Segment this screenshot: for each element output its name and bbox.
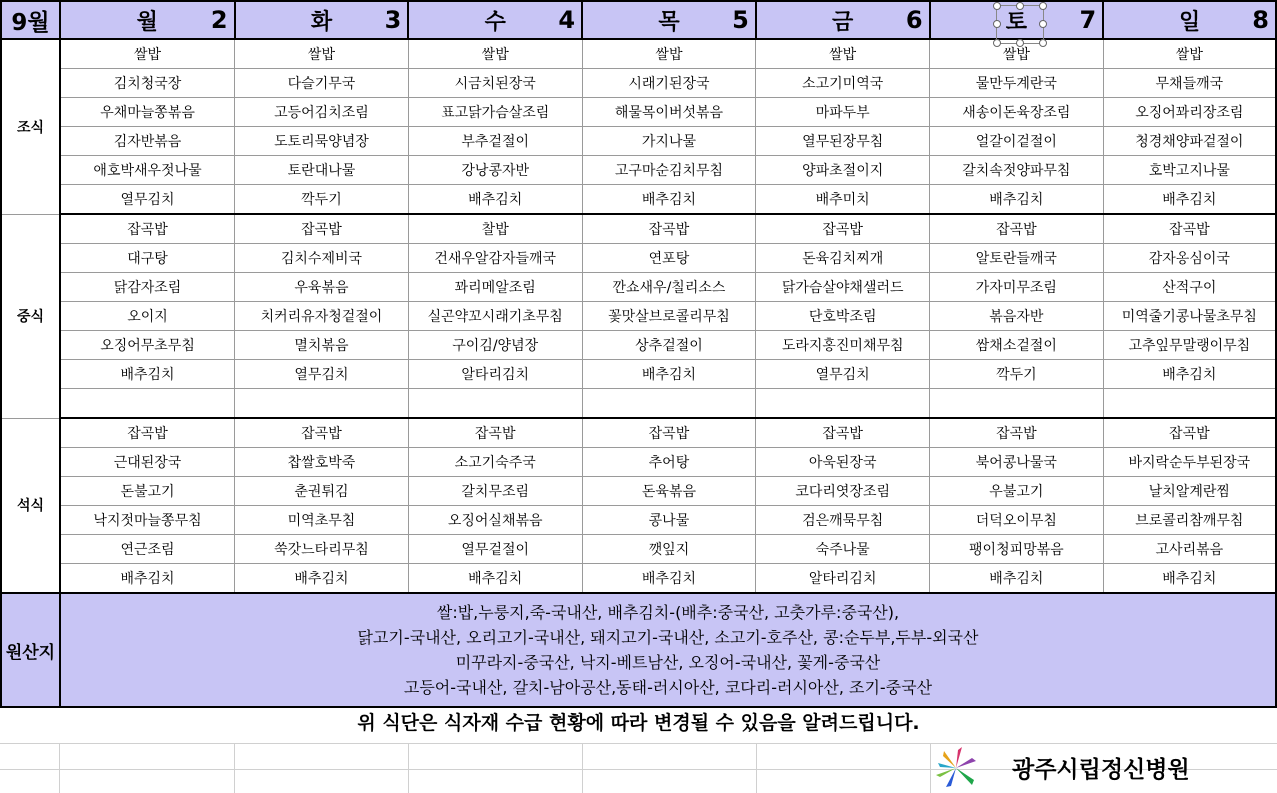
menu-row [1, 535, 1276, 564]
day-header [235, 1, 409, 39]
menu-cell[interactable]: 고추잎무말랭이무침 [1103, 331, 1276, 360]
month-label: 9월 [1, 1, 60, 39]
meal-label: 중식 [1, 214, 60, 418]
menu-cell[interactable] [582, 389, 756, 419]
menu-row [1, 331, 1276, 360]
menu-cell[interactable]: 새송이돈육장조림 [930, 98, 1104, 127]
menu-cell[interactable]: 깻잎지 [582, 535, 756, 564]
origin-line: 쌀:밥,누룽지,죽-국내산, 배추김치-(배추:중국산, 고춧가루:중국산), [436, 603, 900, 622]
menu-cell[interactable]: 대구탕 [60, 244, 235, 273]
menu-cell[interactable]: 마파두부 [756, 98, 930, 127]
menu-cell[interactable]: 코다리엿장조림 [756, 477, 930, 506]
menu-cell[interactable]: 돈육볶음 [582, 477, 756, 506]
menu-cell[interactable]: 배추김치 [1103, 360, 1276, 389]
notice-text: 위 식단은 식자재 수급 현황에 따라 변경될 수 있음을 알려드립니다. [357, 712, 920, 734]
menu-cell[interactable]: 연근조림 [60, 535, 235, 564]
menu-cell[interactable]: 팽이청피망볶음 [930, 535, 1104, 564]
day-header [1103, 1, 1276, 39]
menu-cell[interactable]: 멸치볶음 [235, 331, 409, 360]
menu-cell[interactable]: 열무김치 [60, 185, 235, 215]
menu-cell[interactable]: 열무된장무침 [756, 127, 930, 156]
menu-row [1, 389, 1276, 419]
menu-cell[interactable]: 열무김치 [756, 360, 930, 389]
day-header [582, 1, 756, 39]
menu-cell[interactable]: 김치수제비국 [235, 244, 409, 273]
menu-cell[interactable]: 알토란들깨국 [930, 244, 1104, 273]
menu-cell[interactable]: 무채들깨국 [1103, 69, 1276, 98]
day-header [756, 1, 930, 39]
origin-line: 고등어-국내산, 갈치-남아공산,동태-러시아산, 코다리-러시아산, 조기-중국산 [403, 678, 933, 697]
day-number: 7 [1079, 6, 1097, 34]
menu-cell[interactable]: 상추겉절이 [582, 331, 756, 360]
menu-cell[interactable]: 콩나물 [582, 506, 756, 535]
menu-cell[interactable]: 배추김치 [60, 564, 235, 594]
menu-cell[interactable]: 물만두계란국 [930, 69, 1104, 98]
menu-cell[interactable]: 찰밥 [408, 214, 582, 244]
menu-cell[interactable]: 깐쇼새우/칠리소스 [582, 273, 756, 302]
menu-cell[interactable]: 쌀밥 [582, 39, 756, 69]
menu-cell[interactable]: 갈치속젓양파무침 [930, 156, 1104, 185]
menu-cell[interactable]: 고사리볶음 [1103, 535, 1276, 564]
menu-cell[interactable]: 쌀밥 [235, 39, 409, 69]
menu-row [1, 214, 1276, 244]
day-name: 목 [658, 9, 680, 35]
menu-cell[interactable]: 쌀밥 [930, 39, 1104, 69]
menu-row [1, 477, 1276, 506]
menu-cell[interactable]: 강낭콩자반 [408, 156, 582, 185]
menu-row [1, 156, 1276, 185]
menu-cell[interactable] [60, 389, 235, 419]
menu-cell[interactable]: 잡곡밥 [930, 214, 1104, 244]
origin-row [1, 593, 1276, 707]
day-name: 화 [310, 9, 333, 35]
menu-row [1, 564, 1276, 594]
menu-cell[interactable]: 애호박새우젓나물 [60, 156, 235, 185]
menu-row [1, 448, 1276, 477]
menu-cell[interactable]: 잡곡밥 [582, 418, 756, 448]
day-header [60, 1, 235, 39]
menu-cell[interactable]: 김치청국장 [60, 69, 235, 98]
menu-cell[interactable]: 우불고기 [930, 477, 1104, 506]
menu-cell[interactable]: 잡곡밥 [1103, 214, 1276, 244]
menu-cell[interactable]: 미역초무침 [235, 506, 409, 535]
menu-cell[interactable]: 호박고지나물 [1103, 156, 1276, 185]
origin-line: 닭고기-국내산, 오리고기-국내산, 돼지고기-국내산, 소고기-호주산, 콩:순두부,두부-외국산 [357, 628, 979, 647]
menu-cell[interactable]: 배추김치 [60, 360, 235, 389]
menu-cell[interactable]: 배추김치 [235, 564, 409, 594]
menu-cell[interactable]: 근대된장국 [60, 448, 235, 477]
menu-cell[interactable]: 소고기숙주국 [408, 448, 582, 477]
menu-cell[interactable]: 잡곡밥 [60, 214, 235, 244]
menu-cell[interactable]: 김자반볶음 [60, 127, 235, 156]
menu-cell[interactable]: 도라지홍진미채무침 [756, 331, 930, 360]
menu-cell[interactable]: 쌀밥 [756, 39, 930, 69]
menu-cell[interactable]: 우채마늘쫑볶음 [60, 98, 235, 127]
origin-info [60, 593, 1276, 707]
hospital-logo [932, 745, 980, 791]
menu-cell[interactable]: 연포탕 [582, 244, 756, 273]
menu-cell[interactable]: 오징어꽈리장조림 [1103, 98, 1276, 127]
menu-cell[interactable]: 브로콜리참깨무침 [1103, 506, 1276, 535]
menu-cell[interactable]: 잡곡밥 [235, 214, 409, 244]
menu-cell[interactable]: 숙주나물 [756, 535, 930, 564]
menu-cell[interactable]: 아욱된장국 [756, 448, 930, 477]
menu-cell[interactable]: 배추김치 [930, 564, 1104, 594]
menu-cell[interactable]: 다슬기무국 [235, 69, 409, 98]
menu-cell[interactable]: 깍두기 [235, 185, 409, 215]
menu-cell[interactable]: 쌀밥 [60, 39, 235, 69]
menu-cell[interactable]: 추어탕 [582, 448, 756, 477]
menu-cell[interactable]: 건새우알감자들깨국 [408, 244, 582, 273]
menu-cell[interactable]: 춘권튀김 [235, 477, 409, 506]
menu-row [1, 244, 1276, 273]
menu-cell[interactable]: 돈육김치찌개 [756, 244, 930, 273]
menu-cell[interactable]: 도토리묵양념장 [235, 127, 409, 156]
menu-cell[interactable] [930, 389, 1104, 419]
origin-line: 미꾸라지-중국산, 낙지-베트남산, 오징어-국내산, 꽃게-중국산 [455, 653, 881, 672]
day-number: 5 [732, 6, 749, 34]
menu-cell[interactable]: 배추김치 [582, 185, 756, 215]
day-number: 6 [905, 6, 923, 34]
menu-row [1, 127, 1276, 156]
menu-cell[interactable]: 잡곡밥 [1103, 418, 1276, 448]
menu-cell[interactable]: 열무겉절이 [408, 535, 582, 564]
menu-cell[interactable]: 미역줄기콩나물초무침 [1103, 302, 1276, 331]
header-row [1, 1, 1276, 39]
menu-cell[interactable]: 닭가슴살야채샐러드 [756, 273, 930, 302]
origin-label: 원산지 [1, 593, 60, 707]
menu-cell[interactable]: 표고닭가슴살조림 [408, 98, 582, 127]
menu-cell[interactable]: 꽈리메알조림 [408, 273, 582, 302]
menu-cell[interactable]: 알타리김치 [408, 360, 582, 389]
menu-cell[interactable]: 바지락순두부된장국 [1103, 448, 1276, 477]
day-name: 일 [1178, 9, 1201, 35]
menu-cell[interactable]: 고구마순김치무침 [582, 156, 756, 185]
menu-cell[interactable]: 잡곡밥 [756, 418, 930, 448]
day-number: 8 [1252, 6, 1269, 34]
menu-cell[interactable]: 해물목이버섯볶음 [582, 98, 756, 127]
menu-cell[interactable]: 쌀밥 [408, 39, 582, 69]
day-number: 2 [210, 6, 228, 34]
menu-cell[interactable]: 배추김치 [1103, 185, 1276, 215]
menu-cell[interactable]: 배추김치 [408, 185, 582, 215]
menu-row [1, 185, 1276, 215]
menu-cell[interactable]: 꽃맛살브로콜리무침 [582, 302, 756, 331]
hospital-name: 광주시립정신병원 [1012, 757, 1190, 783]
menu-cell[interactable]: 잡곡밥 [756, 214, 930, 244]
menu-cell[interactable]: 날치알계란찜 [1103, 477, 1276, 506]
menu-cell[interactable]: 잡곡밥 [60, 418, 235, 448]
menu-cell[interactable]: 돈불고기 [60, 477, 235, 506]
menu-cell[interactable]: 산적구이 [1103, 273, 1276, 302]
menu-cell[interactable]: 알타리김치 [756, 564, 930, 594]
selection-handle-box[interactable] [996, 5, 1044, 44]
menu-row [1, 273, 1276, 302]
menu-cell[interactable]: 쑥갓느타리무침 [235, 535, 409, 564]
menu-cell[interactable]: 우육볶음 [235, 273, 409, 302]
menu-cell[interactable]: 시금치된장국 [408, 69, 582, 98]
day-name: 월 [136, 9, 158, 35]
menu-cell[interactable]: 오징어실채볶음 [408, 506, 582, 535]
day-name: 수 [484, 9, 506, 35]
day-header [408, 1, 582, 39]
menu-row [1, 69, 1276, 98]
menu-cell[interactable]: 잡곡밥 [235, 418, 409, 448]
menu-cell[interactable]: 치커리유자청겉절이 [235, 302, 409, 331]
menu-cell[interactable]: 잡곡밥 [930, 418, 1104, 448]
menu-cell[interactable]: 오이지 [60, 302, 235, 331]
menu-cell[interactable]: 쌀밥 [1103, 39, 1276, 69]
meal-label: 조식 [1, 39, 60, 214]
menu-cell[interactable]: 검은깨묵무침 [756, 506, 930, 535]
menu-cell[interactable]: 배추김치 [582, 564, 756, 594]
menu-cell[interactable]: 고등어김치조림 [235, 98, 409, 127]
menu-cell[interactable]: 청경채양파겉절이 [1103, 127, 1276, 156]
menu-cell[interactable]: 부추겉절이 [408, 127, 582, 156]
day-number: 4 [558, 6, 576, 34]
menu-cell[interactable]: 단호박조림 [756, 302, 930, 331]
menu-cell[interactable]: 잡곡밥 [408, 418, 582, 448]
menu-cell[interactable]: 북어콩나물국 [930, 448, 1104, 477]
menu-cell[interactable] [408, 389, 582, 419]
day-name: 토 [1005, 9, 1027, 35]
menu-cell[interactable]: 닭감자조림 [60, 273, 235, 302]
day-name: 금 [832, 9, 854, 35]
menu-cell[interactable]: 잡곡밥 [582, 214, 756, 244]
menu-cell[interactable]: 찹쌀호박죽 [235, 448, 409, 477]
menu-cell[interactable]: 소고기미역국 [756, 69, 930, 98]
menu-cell[interactable]: 얼갈이겉절이 [930, 127, 1104, 156]
menu-cell[interactable]: 배추김치 [408, 564, 582, 594]
menu-cell[interactable]: 감자옹심이국 [1103, 244, 1276, 273]
menu-cell[interactable]: 양파초절이지 [756, 156, 930, 185]
menu-row [1, 506, 1276, 535]
menu-cell[interactable]: 시래기된장국 [582, 69, 756, 98]
menu-cell[interactable]: 더덕오이무침 [930, 506, 1104, 535]
menu-cell[interactable]: 열무김치 [235, 360, 409, 389]
menu-cell[interactable]: 쌈채소겉절이 [930, 331, 1104, 360]
menu-cell[interactable]: 토란대나물 [235, 156, 409, 185]
menu-cell[interactable]: 갈치무조림 [408, 477, 582, 506]
menu-cell[interactable] [235, 389, 409, 419]
menu-row [1, 98, 1276, 127]
menu-cell[interactable]: 배추김치 [582, 360, 756, 389]
menu-cell[interactable]: 볶음자반 [930, 302, 1104, 331]
day-number: 3 [384, 6, 402, 34]
meal-label: 석식 [1, 418, 60, 593]
menu-row [1, 302, 1276, 331]
menu-cell[interactable]: 오징어무초무침 [60, 331, 235, 360]
menu-cell[interactable]: 가자미무조림 [930, 273, 1104, 302]
menu-row [1, 39, 1276, 69]
menu-cell[interactable]: 배추김치 [930, 185, 1104, 215]
menu-cell[interactable]: 낙지젓마늘쫑무침 [60, 506, 235, 535]
menu-cell[interactable]: 배추김치 [1103, 564, 1276, 594]
menu-row [1, 418, 1276, 448]
menu-cell[interactable]: 배추미치 [756, 185, 930, 215]
menu-cell[interactable] [756, 389, 930, 419]
menu-cell[interactable] [1103, 389, 1276, 419]
menu-row [1, 360, 1276, 389]
menu-cell[interactable]: 구이김/양념장 [408, 331, 582, 360]
menu-cell[interactable]: 깍두기 [930, 360, 1104, 389]
menu-cell[interactable]: 실곤약꼬시래기초무침 [408, 302, 582, 331]
menu-cell[interactable]: 가지나물 [582, 127, 756, 156]
